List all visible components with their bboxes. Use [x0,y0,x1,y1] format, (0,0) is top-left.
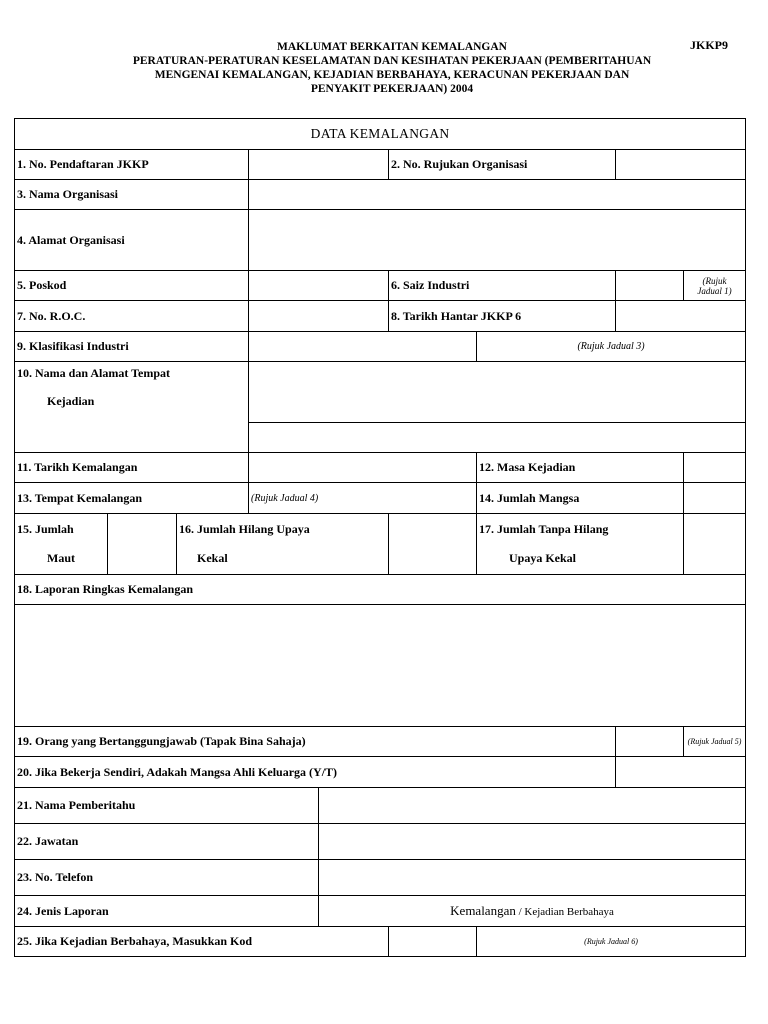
label-dangerous-occurrence-code: 25. Jika Kejadian Berbahaya, Masukkan Kod [15,927,389,957]
permanent-disability-field[interactable] [389,514,477,575]
label-incident-place: 10. Nama dan Alamat Tempat Kejadian [15,362,249,453]
label-permanent-disability: 16. Jumlah Hilang Upaya Kekal [177,514,389,575]
label-industry-size: 6. Saiz Industri [389,271,616,301]
roc-number-field[interactable] [249,301,389,332]
jkkp-registration-field[interactable] [249,150,389,180]
org-address-field[interactable] [249,210,746,271]
header-line-4: PENYAKIT PEKERJAAN) 2004 [310,83,474,95]
org-reference-field[interactable] [616,150,746,180]
label-telephone: 23. No. Telefon [15,860,319,896]
telephone-field[interactable] [319,860,746,896]
label-accident-date: 11. Tarikh Kemalangan [15,453,249,483]
label-position: 22. Jawatan [15,824,319,860]
incident-time-field[interactable] [684,453,746,483]
position-field[interactable] [319,824,746,860]
incident-place-address-field[interactable] [249,423,746,453]
victim-count-field[interactable] [684,483,746,514]
accident-summary-field[interactable] [15,605,746,727]
notifier-name-field[interactable] [319,788,746,824]
report-type-dangerous-occurrence[interactable]: / Kejadian Berbahaya [515,906,614,918]
label-incident-time: 12. Masa Kejadian [477,453,684,483]
postcode-field[interactable] [249,271,389,301]
label-accident-summary: 18. Laporan Ringkas Kemalangan [15,575,746,605]
accident-date-field[interactable] [249,453,477,483]
no-permanent-disability-field[interactable] [684,514,746,575]
accident-location-note: (Rujuk Jadual 4) [249,483,477,514]
label-family-member: 20. Jika Bekerja Sendiri, Adakah Mangsa Ahli Keluarga (Y/T) [15,757,616,788]
label-org-address: 4. Alamat Organisasi [15,210,249,271]
dangerous-occurrence-code-field[interactable] [389,927,477,957]
form-header [60,40,724,96]
industry-classification-field[interactable] [249,332,477,362]
jkkp6-date-field[interactable] [616,301,746,332]
label-org-name: 3. Nama Organisasi [15,180,249,210]
header-line-2: PERATURAN-PERATURAN KESELAMATAN DAN KESIHATAN PEKERJAAN (PEMBERITAHUAN [132,55,652,67]
responsible-person-note: (Rujuk Jadual 5) [684,727,746,757]
label-no-permanent-disability: 17. Jumlah Tanpa Hilang Upaya Kekal [477,514,684,575]
label-jkkp6-date: 8. Tarikh Hantar JKKP 6 [389,301,616,332]
label-report-type: 24. Jenis Laporan [15,896,319,927]
responsible-person-field[interactable] [616,727,684,757]
fatalities-field[interactable] [108,514,177,575]
header-line-1: MAKLUMAT BERKAITAN KEMALANGAN [276,41,507,53]
industry-size-note: (Rujuk Jadual 1) [684,271,746,301]
form-code: JKKP9 [690,38,728,52]
table-title: DATA KEMALANGAN [15,119,746,150]
dangerous-occurrence-code-note: (Rujuk Jadual 6) [477,927,746,957]
industry-size-field[interactable] [616,271,684,301]
label-victim-count: 14. Jumlah Mangsa [477,483,684,514]
industry-classification-note: (Rujuk Jadual 3) [477,332,746,362]
label-jkkp-registration: 1. No. Pendaftaran JKKP [15,150,249,180]
label-notifier-name: 21. Nama Pemberitahu [15,788,319,824]
org-name-field[interactable] [249,180,746,210]
label-industry-classification: 9. Klasifikasi Industri [15,332,249,362]
label-fatalities: 15. Jumlah Maut [15,514,108,575]
report-type-accident[interactable]: Kemalangan [450,903,516,918]
label-roc-number: 7. No. R.O.C. [15,301,249,332]
label-org-reference: 2. No. Rujukan Organisasi [389,150,616,180]
incident-place-name-field[interactable] [249,362,746,423]
family-member-field[interactable] [616,757,746,788]
header-line-3: MENGENAI KEMALANGAN, KEJADIAN BERBAHAYA, KERACUNAN PEKERJAAN DAN [154,69,630,81]
report-type-options[interactable] [319,896,746,927]
accident-data-table [14,118,746,957]
label-responsible-person: 19. Orang yang Bertanggungjawab (Tapak Bina Sahaja) [15,727,616,757]
label-accident-location: 13. Tempat Kemalangan [15,483,249,514]
label-postcode: 5. Poskod [15,271,249,301]
